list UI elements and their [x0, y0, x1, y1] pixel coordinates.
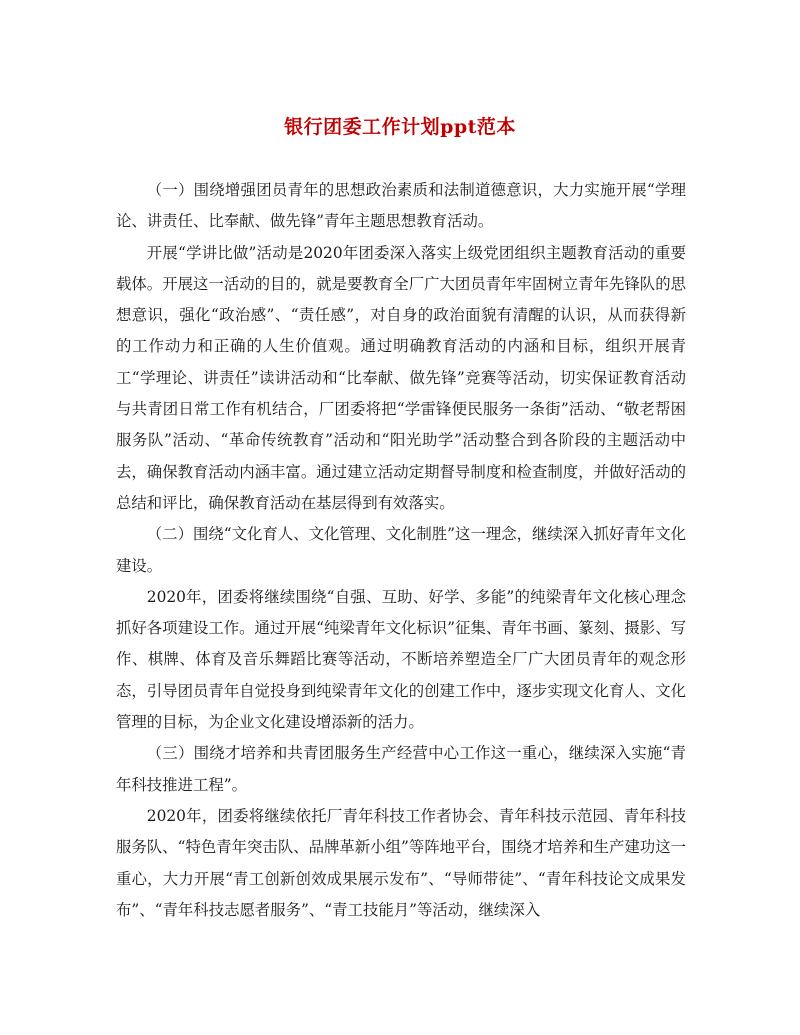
paragraph: （一）围绕增强团员青年的思想政治素质和法制道德意识，大力实施开展“学理论、讲责任、比奉献、做先锋”青年主题思想教育活动。	[116, 181, 686, 231]
paragraph: 开展“学讲比做”活动是2020年团委深入落实上级党团组织主题教育活动的重要载体。开展这一活动的目的，就是要教育全厂广大团员青年牢固树立青年先锋队的思想意识，强化“政治感”、“责任感”，对自身的政治面貌有清醒的认识，从而获得新的工作动力和正确的人生价值观。通过明确教育活动的内涵和目标，组织开展青工“学理论、讲责任”读讲活动和“比奉献、做先锋”竞赛等活动，切实保证教育活动与共青团日常工作有机结合，厂团委将把“学雷锋便民服务一条街”活动、“敬老帮困服务队”活动、“革命传统教育”活动和“阳光助学”活动整合到各阶段的主题活动中去，确保教育活动内涵丰富。通过建立活动定期督导制度和检查制度，并做好活动的总结和评比，确保教育活动在基层得到有效落实。	[116, 243, 686, 512]
document-body	[116, 175, 686, 926]
paragraph: （三）围绕才培养和共青团服务生产经营中心工作这一重心，继续深入实施“青年科技推进工程”。	[116, 744, 686, 794]
paragraph: 2020年，团委将继续依托厂青年科技工作者协会、青年科技示范园、青年科技服务队、“特色青年突击队、品牌革新小组”等阵地平台，围绕才培养和生产建功这一重心，大力开展“青工创新创效成果展示发布”、“导师带徒”、“青年科技论文成果发布”、“青年科技志愿者服务”、“青工技能月”等活动，继续深入	[116, 806, 686, 919]
document-title: 银行团委工作计划ppt范本	[284, 116, 516, 138]
paragraph: （二）围绕“文化育人、文化管理、文化制胜”这一理念，继续深入抓好青年文化建设。	[116, 525, 686, 575]
paragraph: 2020年，团委将继续围绕“自强、互助、好学、多能”的纯梁青年文化核心理念抓好各项建设工作。通过开展“纯梁青年文化标识”征集、青年书画、篆刻、摄影、写作、棋牌、体育及音乐舞蹈比赛等活动，不断培养塑造全厂广大团员青年的观念形态，引导团员青年自觉投身到纯梁青年文化的创建工作中，逐步实现文化育人、文化管理的目标，为企业文化建设增添新的活力。	[116, 587, 686, 732]
